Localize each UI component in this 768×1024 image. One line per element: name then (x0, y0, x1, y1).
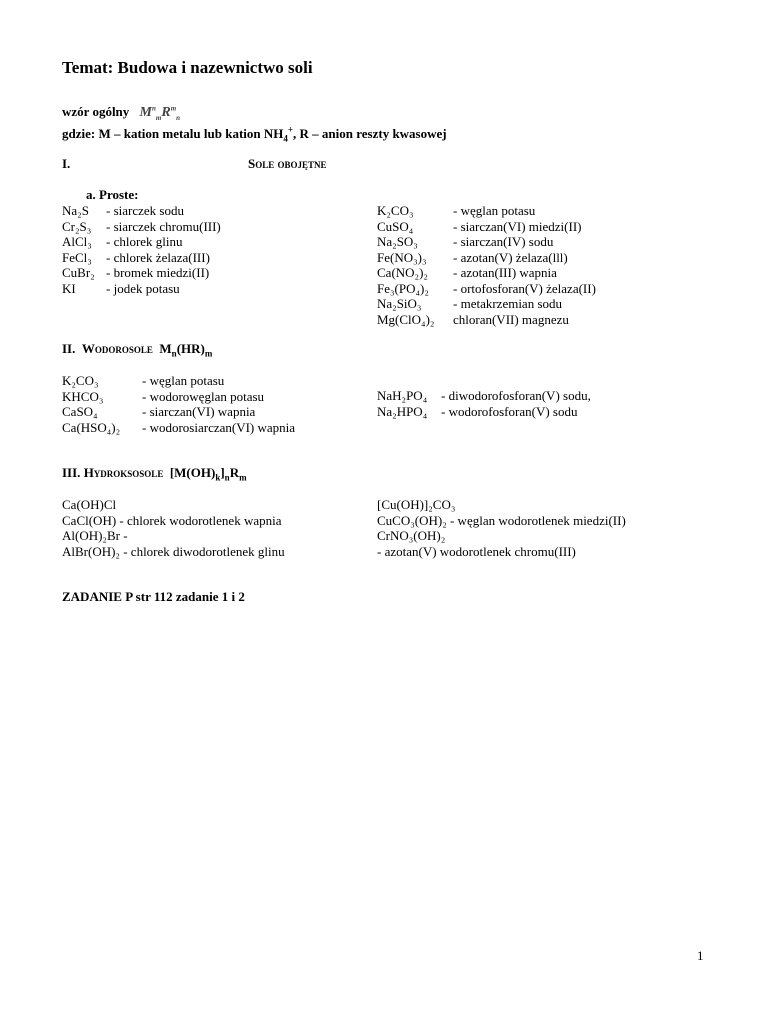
formula: Na₂SiO₃ (377, 296, 422, 311)
formula: KHCO₃ (62, 388, 104, 404)
list-item (62, 234, 183, 250)
section3-heading: III. Hydroksosole $[M(OH)_k]_nR_m$ (62, 465, 247, 483)
formula: AlCl₃ (62, 234, 92, 249)
section1-subheading: a. Proste: (86, 187, 139, 202)
compound-name: - siarczan(VI) wapnia (142, 404, 256, 419)
compound-name: - metakrzemian sodu (453, 296, 563, 311)
formula: Na₂S (62, 203, 89, 218)
section1-number: I. (62, 156, 71, 171)
compound-name: - siarczek sodu (106, 203, 184, 218)
compound-name: - wodorowęglan potasu (142, 388, 265, 404)
formula: K₂CO₃ (377, 203, 414, 218)
list-item (377, 265, 557, 281)
formula: K₂CO₃ (62, 373, 99, 388)
list-item (377, 203, 536, 219)
compound-name: - siarczek chromu(III) (106, 218, 221, 234)
formula: KI (62, 280, 76, 296)
where-line: gdzie: M – kation metalu lub kation $NH_4^+$, R – anion reszty kwasowej (62, 124, 447, 144)
formula: Na₂HPO₄ (377, 403, 428, 419)
list-item (377, 280, 596, 297)
list-item (62, 280, 180, 297)
formula: Fe₃(PO₄)₂ (377, 280, 429, 296)
list-item (377, 388, 591, 404)
list-item (62, 218, 221, 235)
compound-name: - azotan(III) wapnia (453, 265, 557, 280)
formula: Ca(HSO₄)₂ (62, 419, 121, 435)
list-item: Al(OH)₂Br - (62, 528, 128, 543)
formula: CaSO₄ (62, 404, 98, 419)
formula: Mg(ClO₄)₂ (377, 311, 435, 327)
formula: CuBr₂ (62, 265, 95, 280)
list-item (62, 249, 210, 266)
compound-name: - chlorek żelaza(III) (106, 249, 210, 265)
list-item (377, 403, 578, 420)
list-item (377, 249, 568, 266)
list-item: CuCO₃(OH)₂ - węglan wodorotlenek miedzi(II) (377, 512, 626, 528)
compound-name: - wodorofosforan(V) sodu (441, 403, 578, 419)
list-item: CaCl(OH) - chlorek wodorotlenek wapnia (62, 512, 282, 528)
section2-heading: II. Wodorosole $M_n(HR)_m$ (62, 341, 213, 359)
general-formula-label: wzór ogólny (62, 104, 130, 119)
compound-name: - wodorosiarczan(VI) wapnia (142, 419, 296, 435)
formula: Fe(NO₃)₃ (377, 249, 427, 265)
list-item (377, 311, 569, 328)
list-item (62, 203, 184, 219)
compound-name: chloran(VII) magnezu (453, 311, 569, 327)
list-item (62, 419, 296, 436)
compound-name: - węglan potasu (142, 373, 225, 388)
general-formula-line (62, 104, 180, 121)
formula: NaH₂PO₄ (377, 388, 428, 403)
compound-name: - bromek miedzi(II) (106, 265, 210, 280)
formula: Na₂SO₃ (377, 234, 418, 249)
formula: FeCl₃ (62, 249, 92, 265)
page-number: 1 (697, 948, 704, 963)
list-item (377, 296, 563, 312)
compound-name: - azotan(V) żelaza(lll) (453, 249, 568, 265)
list-item (62, 388, 265, 405)
formula: Ca(NO₂)₂ (377, 265, 428, 280)
compound-name: - siarczan(IV) sodu (453, 234, 554, 249)
formula: Cr₂S₃ (62, 218, 92, 234)
compound-name: - jodek potasu (106, 280, 180, 296)
compound-name: - siarczan(VI) miedzi(II) (453, 218, 582, 234)
page-title: Temat: Budowa i nazewnictwo soli (62, 58, 313, 77)
compound-name: - diwodorofosforan(V) sodu, (441, 388, 591, 403)
list-item: - azotan(V) wodorotlenek chromu(III) (377, 543, 576, 559)
compound-name: - ortofosforan(V) żelaza(II) (453, 280, 596, 296)
formula: CuSO₄ (377, 218, 414, 234)
list-item (377, 234, 554, 250)
compound-name: - chlorek glinu (106, 234, 183, 249)
general-formula: $M^n_mR^m_n$ (132, 104, 181, 122)
list-item (62, 404, 256, 420)
list-item: AlBr(OH)₂ - chlorek diwodorotlenek glinu (62, 543, 285, 559)
compound-name: - węglan potasu (453, 203, 536, 218)
list-item: Ca(OH)Cl (62, 497, 117, 512)
task-line: ZADANIE P str 112 zadanie 1 i 2 (62, 589, 245, 604)
list-item (62, 265, 210, 281)
list-item: [Cu(OH)]₂CO₃ (377, 497, 456, 512)
section1-title: Sole obojętne (248, 156, 327, 171)
list-item (377, 218, 582, 235)
list-item (62, 373, 225, 389)
list-item: CrNO₃(OH)₂ (377, 528, 446, 543)
